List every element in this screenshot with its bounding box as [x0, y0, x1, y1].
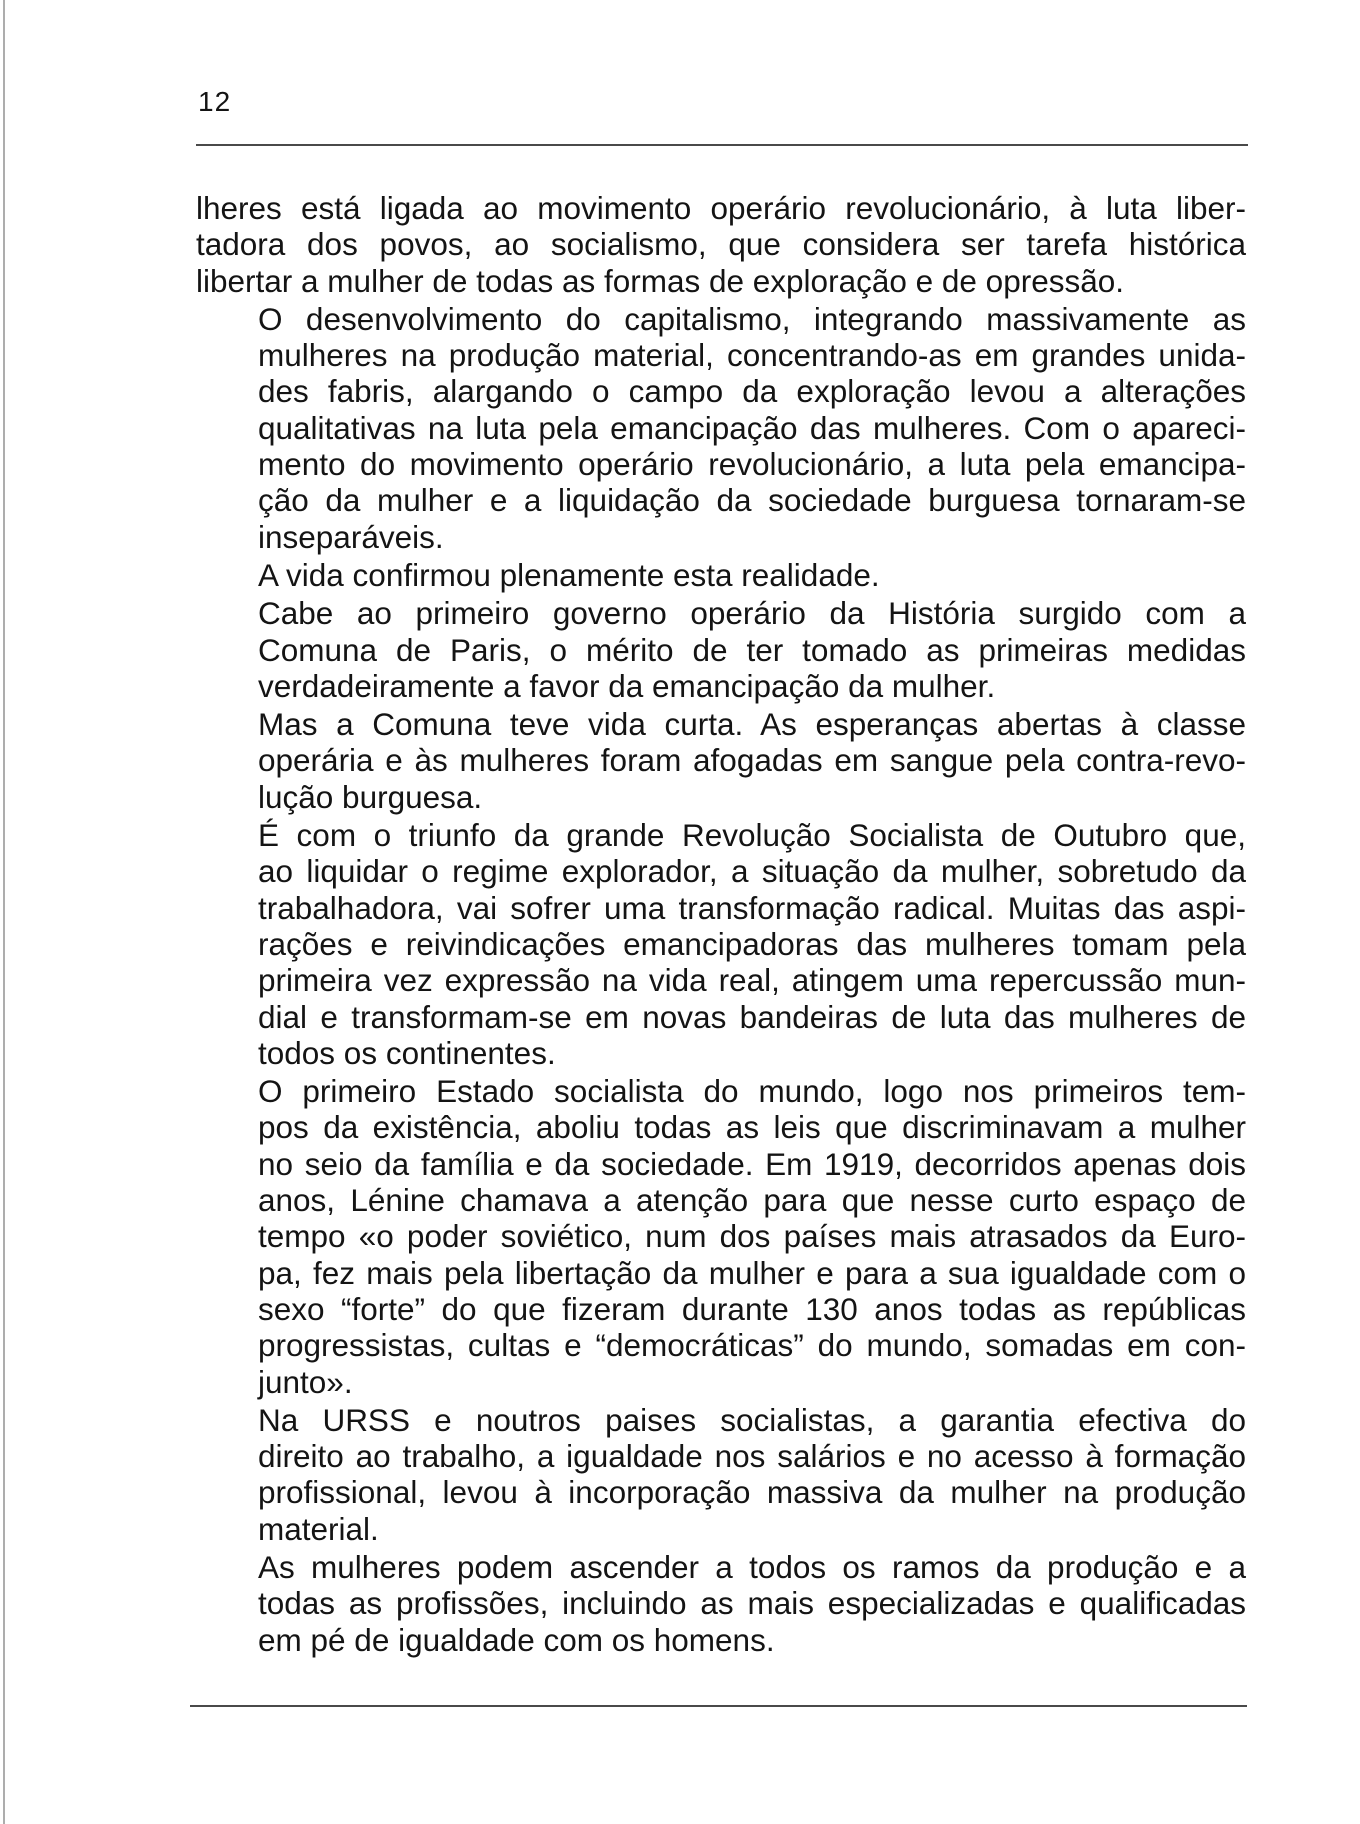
paragraph — [196, 595, 1246, 704]
paragraph — [196, 1073, 1246, 1400]
text-line: O primeiro Estado socialista do mundo, logo nos primeiros tem- — [258, 1073, 1246, 1110]
text-line: dial e transformam-se em novas bandeiras de luta das mulheres de — [258, 998, 1246, 1035]
text-line: primeira vez expressão na vida real, atingem uma repercussão mun- — [258, 962, 1246, 999]
text-line: pa, fez mais pela libertação da mulher e para a sua igualdade com o — [258, 1254, 1246, 1291]
text-line: operária e às mulheres foram afogadas em sangue pela contra-revo- — [258, 742, 1246, 779]
text-line: todas as profissões, incluindo as mais especializadas e qualificadas — [258, 1585, 1246, 1622]
paragraph — [196, 190, 1246, 299]
text-line: É com o triunfo da grande Revolução Socialista de Outubro que, — [258, 817, 1246, 854]
body-text — [196, 190, 1246, 1660]
paragraph — [196, 557, 1246, 593]
text-line: anos, Lénine chamava a atenção para que nesse curto espaço de — [258, 1182, 1246, 1219]
text-line: inseparáveis. — [258, 518, 444, 555]
text-line: sexo “forte” do que fizeram durante 130 anos todas as repúblicas — [258, 1290, 1246, 1327]
text-line: todos os continentes. — [258, 1034, 556, 1071]
paragraph — [196, 817, 1246, 1071]
text-line: Cabe ao primeiro governo operário da História surgido com a — [258, 595, 1246, 632]
text-line: mulheres na produção material, concentrando-as em grandes unida- — [258, 337, 1246, 374]
text-line: direito ao trabalho, a igualdade nos salários e no acesso à formação — [258, 1438, 1246, 1475]
text-line: lheres está ligada ao movimento operário revolucionário, à luta liber- — [196, 190, 1246, 226]
text-line: Comuna de Paris, o mérito de ter tomado as primeiras medidas — [258, 631, 1246, 668]
text-line: rações e reivindicações emancipadoras das mulheres tomam pela — [258, 925, 1246, 962]
text-line: ção da mulher e a liquidação da sociedade burguesa tornaram-se — [258, 482, 1246, 519]
text-line: em pé de igualdade com os homens. — [258, 1621, 775, 1658]
text-line: junto». — [258, 1363, 353, 1400]
text-line: pos da existência, aboliu todas as leis que discriminavam a mulher — [258, 1109, 1246, 1146]
page-number: 12 — [198, 86, 232, 117]
text-line: tadora dos povos, ao socialismo, que considera ser tarefa histórica — [196, 226, 1246, 263]
paragraph — [196, 1402, 1246, 1547]
text-line: ao liquidar o regime explorador, a situação da mulher, sobretudo da — [258, 853, 1246, 890]
text-line: As mulheres podem ascender a todos os ramos da produção e a — [258, 1548, 1246, 1585]
text-line: O desenvolvimento do capitalismo, integrando massivamente as — [258, 300, 1246, 337]
text-line: Mas a Comuna teve vida curta. As esperanças abertas à classe — [258, 706, 1246, 743]
text-line: verdadeiramente a favor da emancipação da mulher. — [258, 667, 996, 704]
text-line: qualitativas na luta pela emancipação das mulheres. Com o apareci- — [258, 409, 1246, 446]
paragraph — [196, 1549, 1246, 1658]
text-line: des fabris, alargando o campo da exploração levou a alterações — [258, 373, 1246, 410]
text-line: profissional, levou à incorporação massiva da mulher na produção — [258, 1474, 1246, 1511]
text-line: libertar a mulher de todas as formas de exploração e de opressão. — [196, 262, 1125, 299]
page-edge-line — [3, 0, 5, 1824]
paragraph — [196, 706, 1246, 815]
text-line: mento do movimento operário revolucionário, a luta pela emancipa- — [258, 446, 1246, 483]
text-line: tempo «o poder soviético, num dos países mais atrasados da Euro- — [258, 1218, 1246, 1255]
paragraph — [196, 301, 1246, 555]
text-line: progressistas, cultas e “democráticas” do mundo, somadas em con- — [258, 1327, 1246, 1364]
text-line: material. — [258, 1510, 379, 1547]
text-line: lução burguesa. — [258, 778, 483, 815]
footer-rule — [190, 1705, 1247, 1707]
text-line: trabalhadora, vai sofrer uma transformação radical. Muitas das aspi- — [258, 889, 1246, 926]
text-line: Na URSS e noutros paises socialistas, a garantia efectiva do — [258, 1401, 1246, 1438]
text-line: A vida confirmou plenamente esta realidade. — [258, 556, 880, 593]
header-rule — [196, 144, 1248, 146]
text-line: no seio da família e da sociedade. Em 1919, decorridos apenas dois — [258, 1145, 1246, 1182]
